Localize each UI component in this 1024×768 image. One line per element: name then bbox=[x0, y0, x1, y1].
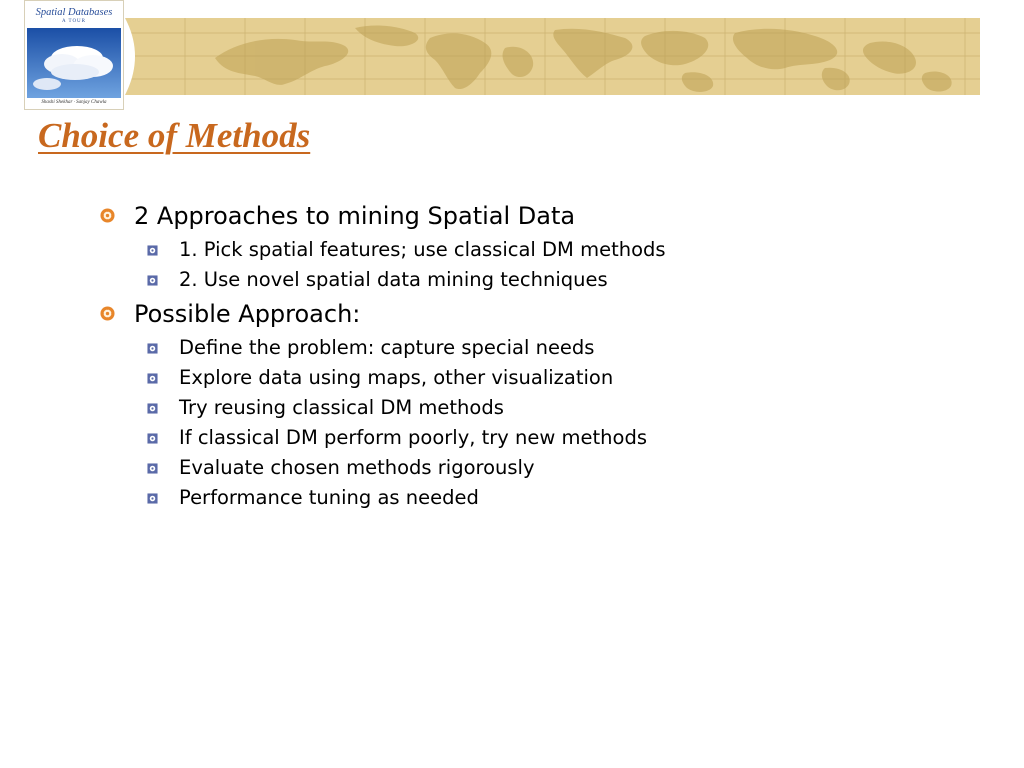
gear-bullet-icon bbox=[147, 275, 158, 286]
sub-bullet-text: 2. Use novel spatial data mining techniques bbox=[179, 268, 608, 291]
gear-bullet-icon bbox=[147, 343, 158, 354]
book-title: Spatial Databases bbox=[35, 7, 113, 18]
gear-bullet-icon bbox=[147, 245, 158, 256]
bullet-text: 2 Approaches to mining Spatial Data bbox=[134, 202, 576, 230]
sub-bullet-text: If classical DM perform poorly, try new methods bbox=[179, 426, 647, 449]
gear-bullet-icon bbox=[147, 403, 158, 414]
sub-bullet-text: 1. Pick spatial features; use classical DM methods bbox=[179, 238, 666, 261]
gear-bullet-icon bbox=[147, 493, 158, 504]
sun-bullet-icon bbox=[100, 208, 115, 223]
sub-bullet-text: Explore data using maps, other visualization bbox=[179, 366, 614, 389]
sun-bullet-icon bbox=[100, 306, 115, 321]
gear-bullet-icon bbox=[147, 433, 158, 444]
sub-bullet-text: Try reusing classical DM methods bbox=[179, 396, 504, 419]
slide-title: Choice of Methods bbox=[38, 116, 311, 155]
bullet-text: Possible Approach: bbox=[134, 300, 361, 328]
sub-bullet-text: Evaluate chosen methods rigorously bbox=[179, 456, 535, 479]
gear-bullet-icon bbox=[147, 373, 158, 384]
sub-bullet-text: Define the problem: capture special needs bbox=[179, 336, 595, 359]
gear-bullet-icon bbox=[147, 463, 158, 474]
book-authors: Shashi Shekhar · Sanjay Chawla bbox=[41, 100, 107, 105]
book-subtitle: A TOUR bbox=[61, 19, 86, 24]
sub-bullet-text: Performance tuning as needed bbox=[179, 486, 479, 509]
